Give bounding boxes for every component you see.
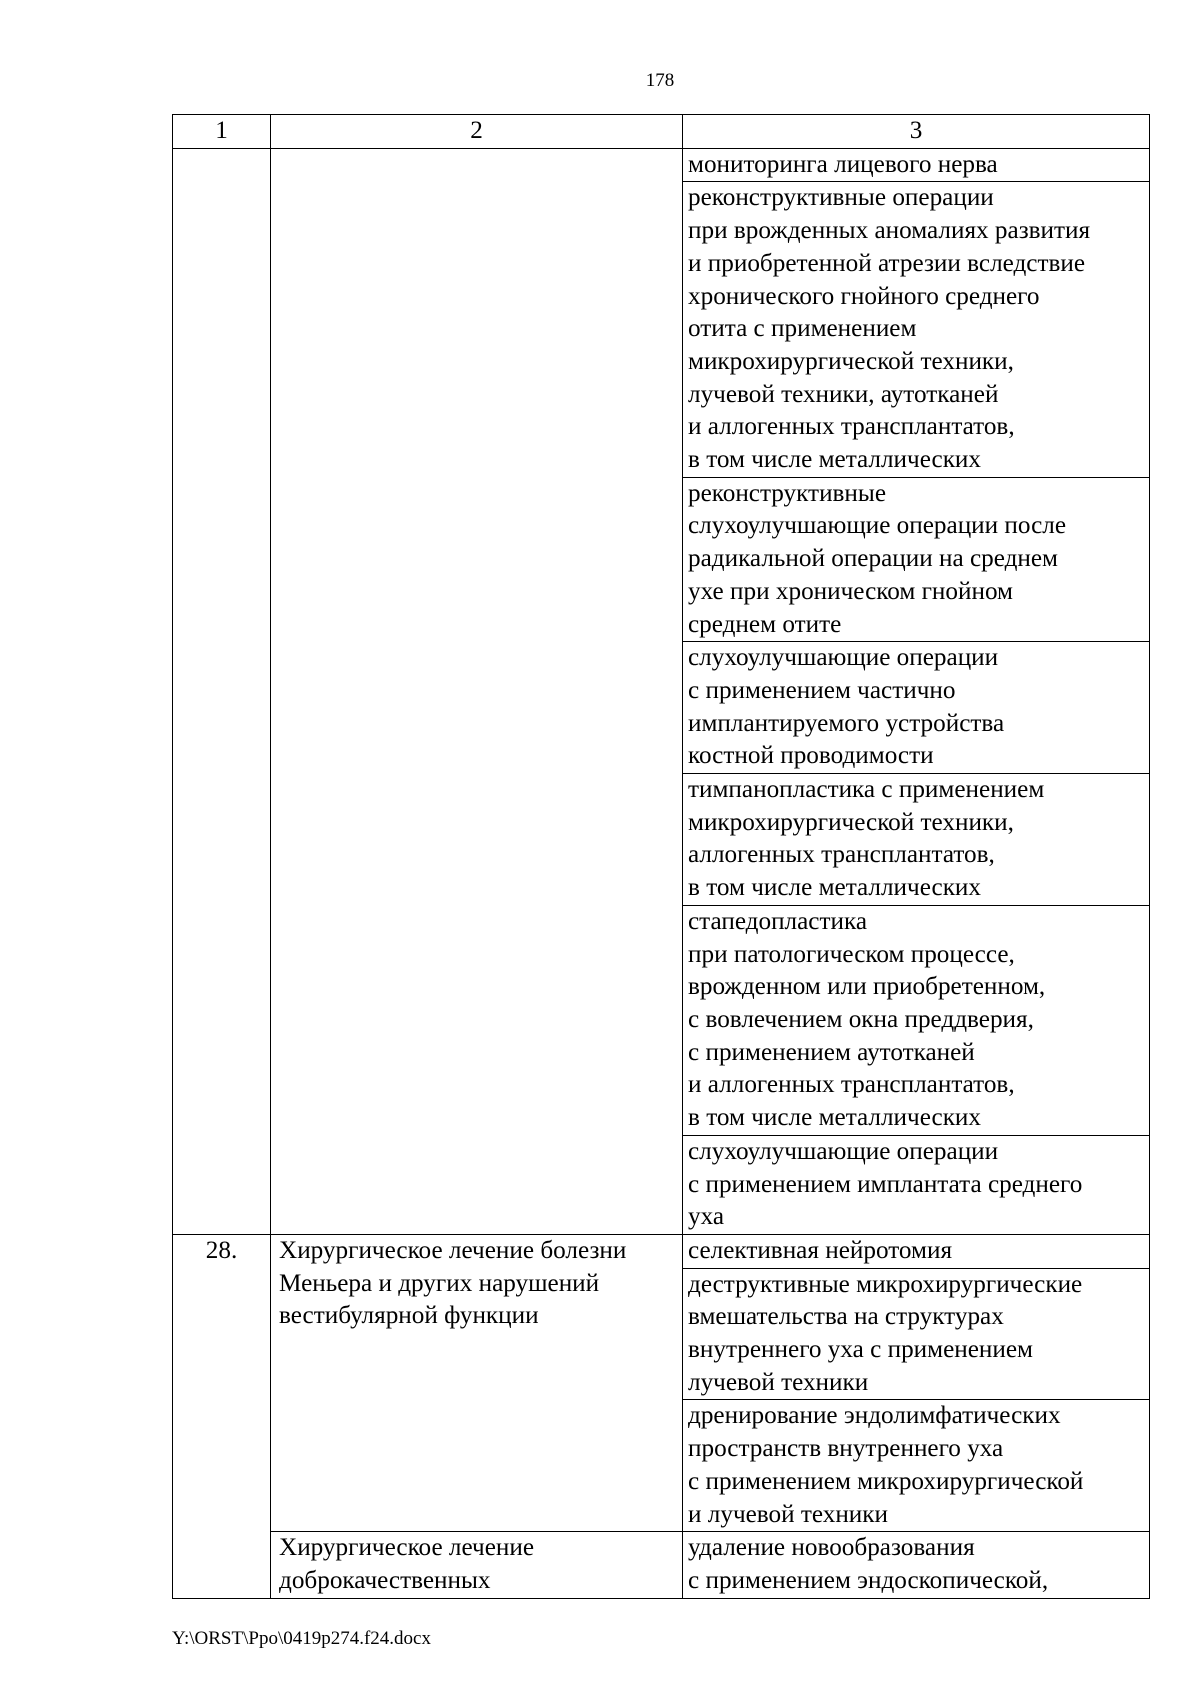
method-cell: селективная нейротомия	[683, 1234, 1150, 1268]
method-cell: деструктивные микрохирургические вмешательства на структурах внутреннего уха с применением лучевой техники	[683, 1268, 1150, 1400]
table-header-row	[173, 115, 1150, 149]
row-name-cell: Хирургическое лечение доброкачественных	[271, 1532, 683, 1598]
method-cell: удаление новообразования с применением эндоскопической,	[683, 1532, 1150, 1598]
table-row	[173, 148, 1150, 182]
document-table	[172, 114, 1150, 1599]
method-cell: слухоулучшающие операции с применением частично имплантируемого устройства костной проводимости	[683, 642, 1150, 774]
table-row	[173, 1234, 1150, 1268]
row-name-cell	[271, 148, 683, 1234]
row-name-cell: Хирургическое лечение болезни Меньера и других нарушений вестибулярной функции	[271, 1234, 683, 1531]
footer-file-path: Y:\ORST\Ppo\0419p274.f24.docx	[172, 1628, 431, 1649]
header-col-3: 3	[683, 115, 1150, 149]
page-number: 178	[645, 70, 675, 91]
header-col-1: 1	[173, 115, 271, 149]
header-col-2: 2	[271, 115, 683, 149]
row-number-cell	[173, 148, 271, 1234]
method-cell: реконструктивные операции при врожденных аномалиях развития и приобретенной атрезии вследствие хронического гнойного среднего отита с применением микрохирургической техники, лучевой техники, аутотканей и аллогенных трансплантатов, в том числе металлических	[683, 182, 1150, 477]
method-cell: дренирование эндолимфатических пространств внутреннего уха с применением микрохирургической и лучевой техники	[683, 1400, 1150, 1532]
table-row	[173, 1532, 1150, 1598]
method-cell: тимпанопластика с применением микрохирургической техники, аллогенных трансплантатов, в том числе металлических	[683, 774, 1150, 906]
method-cell: слухоулучшающие операции с применением имплантата среднего уха	[683, 1135, 1150, 1234]
method-cell: реконструктивные слухоулучшающие операции после радикальной операции на среднем ухе при хроническом гнойном среднем отите	[683, 477, 1150, 642]
row-number-cell: 28.	[173, 1234, 271, 1598]
method-cell: мониторинга лицевого нерва	[683, 148, 1150, 182]
method-cell: стапедопластика при патологическом процессе, врожденном или приобретенном, с вовлечением окна преддверия, с применением аутотканей и аллогенных трансплантатов, в том числе металлических	[683, 905, 1150, 1135]
